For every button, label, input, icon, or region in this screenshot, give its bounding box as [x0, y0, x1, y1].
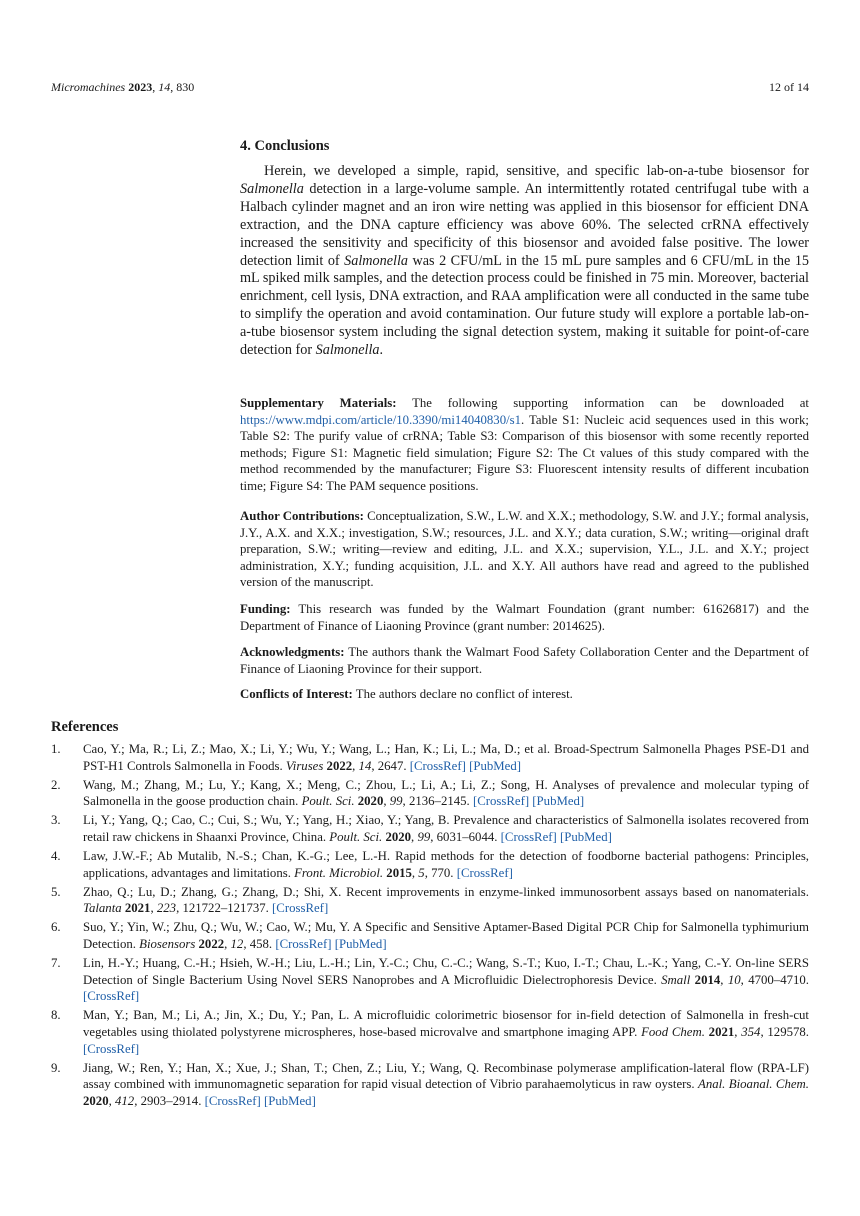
supplementary-label: Supplementary Materials: — [240, 396, 397, 410]
crossref-link[interactable]: [CrossRef] — [275, 937, 332, 952]
reference-volume: 14 — [358, 758, 372, 773]
reference-list — [51, 741, 809, 1112]
reference-sep: , — [383, 794, 390, 809]
reference-text: Suo, Y.; Yin, W.; Zhu, Q.; Wu, W.; Cao, W.; Mu, Y. A Specific and Sensitive Aptamer-Based Digital PCR Chip for Salmonella typhimurium Detection. — [83, 920, 809, 952]
journal-name: Micromachines — [51, 80, 126, 94]
reference-item — [51, 777, 809, 810]
reference-number: 4. — [51, 849, 61, 864]
reference-pages: , 4700–4710. — [740, 972, 809, 987]
reference-volume: 223 — [156, 901, 177, 916]
journal-year: 2023 — [128, 80, 153, 94]
reference-year: 2022 — [198, 937, 225, 952]
supplementary-link[interactable]: https://www.mdpi.com/article/10.3390/mi14040830/s1 — [240, 412, 522, 427]
acknowledgments — [240, 644, 809, 677]
reference-text: Wang, M.; Zhang, M.; Lu, Y.; Kang, X.; Meng, C.; Zhou, L.; Li, A.; Li, Z.; Song, H. Analyses of prevalence and molecular typing of Salmonella in the goose production chain. — [83, 777, 809, 809]
crossref-link[interactable]: [CrossRef] — [472, 794, 530, 809]
reference-item — [51, 919, 809, 952]
text-run: . — [379, 342, 384, 359]
reference-text: Cao, Y.; Ma, R.; Li, Z.; Mao, X.; Li, Y.; Wu, Y.; Wang, L.; Han, K.; Li, L.; Ma, D.; et al. Broad-Spectrum Salmonella Phages PSE-D1 and PST-H1 Controls Salmonella in Foods. — [83, 742, 809, 773]
reference-year: 2021 — [708, 1025, 735, 1039]
acknowledgments-label: Acknowledgments: — [240, 645, 345, 659]
crossref-link[interactable]: [CrossRef] — [500, 829, 557, 844]
conflicts-of-interest — [240, 686, 809, 703]
reference-sep: , — [411, 865, 419, 880]
reference-item — [51, 848, 809, 881]
reference-number: 1. — [51, 742, 61, 756]
reference-text: Jiang, W.; Ren, Y.; Han, X.; Xue, J.; Shan, T.; Chen, Z.; Liu, Y.; Wang, Q. Recombinase polymerase amplification-lateral flow (RPA-LF) assay combined with immunomagnetic separation for rapid visual detection of Vibrio parahaemolyticus in raw oysters. — [83, 1060, 809, 1092]
reference-sep: , — [108, 1093, 115, 1108]
reference-journal: Food Chem. — [641, 1025, 705, 1039]
reference-number: 6. — [51, 920, 61, 935]
pubmed-link[interactable]: [PubMed] — [560, 829, 612, 844]
reference-journal: Small — [661, 972, 691, 987]
reference-number: 7. — [51, 956, 61, 971]
text-run: detection in a large-volume sample. An intermittently rotated centrifugal tube with a Halbach cylinder magnet and an iron wire netting was applied in this biosensor for efficient DNA extraction, and the DNA capture efficiency was above 60%. The selected crRNA effectively increased the sensitivity and specificity of this biosensor and avoided false positive. The lower detection limit of — [240, 180, 809, 269]
reference-volume: 99 — [389, 794, 403, 809]
reference-item — [51, 1007, 809, 1057]
pubmed-link[interactable]: [PubMed] — [532, 794, 585, 809]
reference-journal: Talanta — [83, 901, 122, 916]
reference-item — [51, 812, 809, 845]
article-number: 830 — [176, 80, 195, 94]
reference-year: 2022 — [326, 758, 353, 773]
reference-volume: 5 — [418, 865, 425, 880]
reference-pages: , 2647. — [371, 758, 410, 773]
reference-pages: , 6031–6044. — [430, 829, 501, 844]
reference-item — [51, 955, 809, 1005]
pubmed-link[interactable]: [PubMed] — [334, 937, 387, 952]
reference-year: 2021 — [124, 901, 151, 916]
page-number: 12 of 14 — [769, 80, 809, 94]
reference-year: 2020 — [357, 794, 384, 809]
reference-year: 2020 — [385, 829, 412, 844]
reference-sep: , — [224, 937, 231, 952]
reference-pages: , 2136–2145. — [402, 794, 473, 809]
species-name: Salmonella — [344, 252, 408, 269]
reference-sep: , — [150, 901, 157, 916]
header-sep: , — [152, 80, 159, 94]
pubmed-link[interactable]: [PubMed] — [469, 758, 521, 773]
reference-year: 2015 — [386, 865, 412, 880]
reference-number: 3. — [51, 813, 61, 828]
reference-year: 2014 — [694, 972, 721, 987]
reference-volume: 99 — [417, 829, 431, 844]
reference-text: Lin, H.-Y.; Huang, C.-H.; Hsieh, W.-H.; Liu, L.-H.; Lin, Y.-C.; Chu, C.-C.; Wang, S.-T.; Kuo, I.-T.; Chau, L.-K.; Yang, C.-Y. On-line SERS Detection of Single Bacterium Using Novel SERS Nanoprobes and A Microfluidic Dielectrophoresis Device. — [83, 956, 809, 987]
supplementary-materials — [240, 395, 809, 495]
text-run: The authors declare no conflict of interest. — [352, 687, 573, 701]
author-contributions — [240, 508, 809, 591]
reference-text: Man, Y.; Ban, M.; Li, A.; Jin, X.; Du, Y.; Pan, L. A microfluidic colorimetric biosensor for in-field detection of Salmonella in fresh-cut vegetables using thiolated polystyrene microspheres, hose-based microvalve and smartphone imaging APP. — [83, 1008, 809, 1039]
header-sep: , — [170, 80, 177, 94]
reference-volume: 10 — [727, 972, 741, 987]
reference-text: Law, J.W.-F.; Ab Mutalib, N.-S.; Chan, K.-G.; Lee, L.-H. Rapid methods for the detection of foodborne bacterial pathogens: Principles, applications, advantages and limitations. — [83, 849, 809, 880]
funding-label: Funding: — [240, 602, 291, 616]
crossref-link[interactable]: [CrossRef] — [409, 758, 466, 773]
reference-text: Zhao, Q.; Lu, D.; Zhang, G.; Zhang, D.; Shi, X. Recent improvements in enzyme-linked immunosorbent assays based on nanomaterials. — [83, 884, 809, 899]
reference-journal: Poult. Sci. — [329, 829, 383, 844]
reference-number: 2. — [51, 777, 61, 792]
reference-pages: , 458. — [243, 937, 276, 952]
reference-sep: , — [352, 758, 359, 773]
text-run: This research was funded by the Walmart Foundation (grant number: 61626817) and the Department of Finance of Liaoning Province (grant number: 2014625). — [240, 602, 809, 633]
reference-pages: , 121722–121737. — [176, 901, 273, 916]
crossref-link[interactable]: [CrossRef] — [272, 901, 329, 916]
text-run: Herein, we developed a simple, rapid, sensitive, and specific lab-on-a-tube biosensor for — [264, 163, 809, 179]
reference-number: 8. — [51, 1008, 61, 1023]
reference-sep: , — [720, 972, 728, 987]
text-run: The authors thank the Walmart Food Safety Collaboration Center and the Department of Finance of Liaoning Province for their support. — [240, 645, 809, 676]
reference-sep: , — [411, 829, 418, 844]
text-run: was 2 CFU/mL in the 15 mL pure samples and 6 CFU/mL in the 15 mL spiked milk samples, and the detection process could be finished in 75 min. Moreover, bacterial enrichment, cell lysis, DNA extraction, and RAA amplification were all conducted in the same tube to simplify the operation and avoid contamination. Our future study will explore a portable lab-on-a-tube biosensor system including the signal detection system, making it suitable for point-of-care detection for — [240, 252, 810, 359]
reference-volume: 412 — [115, 1093, 135, 1108]
reference-journal: Viruses — [285, 758, 324, 773]
text-run: Conceptualization, S.W., L.W. and X.X.; methodology, S.W. and J.Y.; formal analysis, J.Y., A.X. and X.X.; investigation, S.W.; resources, J.L. and X.Y.; data curation, S.W.; writing—original draft preparation, S.W.; writing—review and editing, J.L. and X.X.; supervision, Y.L., J.L. and X.Y.; project administration, X.Y.; funding acquisition, J.L. and X.Y. All authors have read and agreed to the published version of the manuscript. — [240, 509, 809, 590]
text-run: . Table S1: Nucleic acid sequences used in this work; Table S2: The purify value of crRNA; Table S3: Comparison of this biosensor with some recently reported methods; Figure S1: Magnetic field simulation; Figure S2: The Ct values of this study compared with the method recommended by the manufacturer; Figure S3: Fluorescent intensity results of different incubation time; Figure S4: The PAM sequence positions. — [240, 412, 809, 493]
reference-item — [51, 1060, 809, 1110]
crossref-link[interactable]: [CrossRef] — [83, 989, 140, 1004]
running-header-citation — [51, 80, 194, 95]
crossref-link[interactable]: [CrossRef] — [456, 865, 513, 880]
crossref-link[interactable]: [CrossRef] — [204, 1093, 261, 1108]
section-title-references: References — [51, 719, 119, 735]
conflicts-label: Conflicts of Interest: — [240, 687, 353, 701]
reference-pages: , 770. — [424, 865, 457, 880]
reference-volume: 12 — [230, 937, 244, 952]
reference-volume: 354 — [741, 1025, 761, 1039]
crossref-link[interactable]: [CrossRef] — [83, 1041, 140, 1056]
reference-pages: , 129578. — [760, 1025, 809, 1039]
reference-text: Li, Y.; Yang, Q.; Cao, C.; Cui, S.; Wu, Y.; Yang, H.; Xiao, Y.; Yang, B. Prevalence and characteristics of Salmonella isolates recovered from retail raw chickens in Shaanxi Province, China. — [83, 813, 809, 844]
species-name: Salmonella — [240, 180, 304, 197]
funding-statement — [240, 601, 809, 634]
reference-journal: Biosensors — [139, 937, 196, 952]
species-name: Salmonella — [315, 342, 380, 359]
reference-journal: Front. Microbiol. — [294, 865, 384, 880]
section-title-conclusions: 4. Conclusions — [240, 138, 330, 154]
reference-journal: Anal. Bioanal. Chem. — [698, 1077, 809, 1092]
reference-journal: Poult. Sci. — [301, 794, 355, 809]
reference-year: 2020 — [83, 1093, 109, 1108]
reference-sep: , — [734, 1025, 742, 1039]
pubmed-link[interactable]: [PubMed] — [263, 1093, 316, 1108]
conclusions-paragraph — [240, 163, 809, 360]
journal-volume: 14 — [158, 80, 171, 94]
reference-pages: , 2903–2914. — [134, 1093, 205, 1108]
reference-number: 9. — [51, 1060, 61, 1075]
reference-number: 5. — [51, 884, 61, 899]
text-run: The following supporting information can be downloaded at — [396, 396, 809, 410]
contributions-label: Author Contributions: — [240, 509, 364, 523]
reference-item — [51, 884, 809, 917]
reference-item — [51, 741, 809, 774]
